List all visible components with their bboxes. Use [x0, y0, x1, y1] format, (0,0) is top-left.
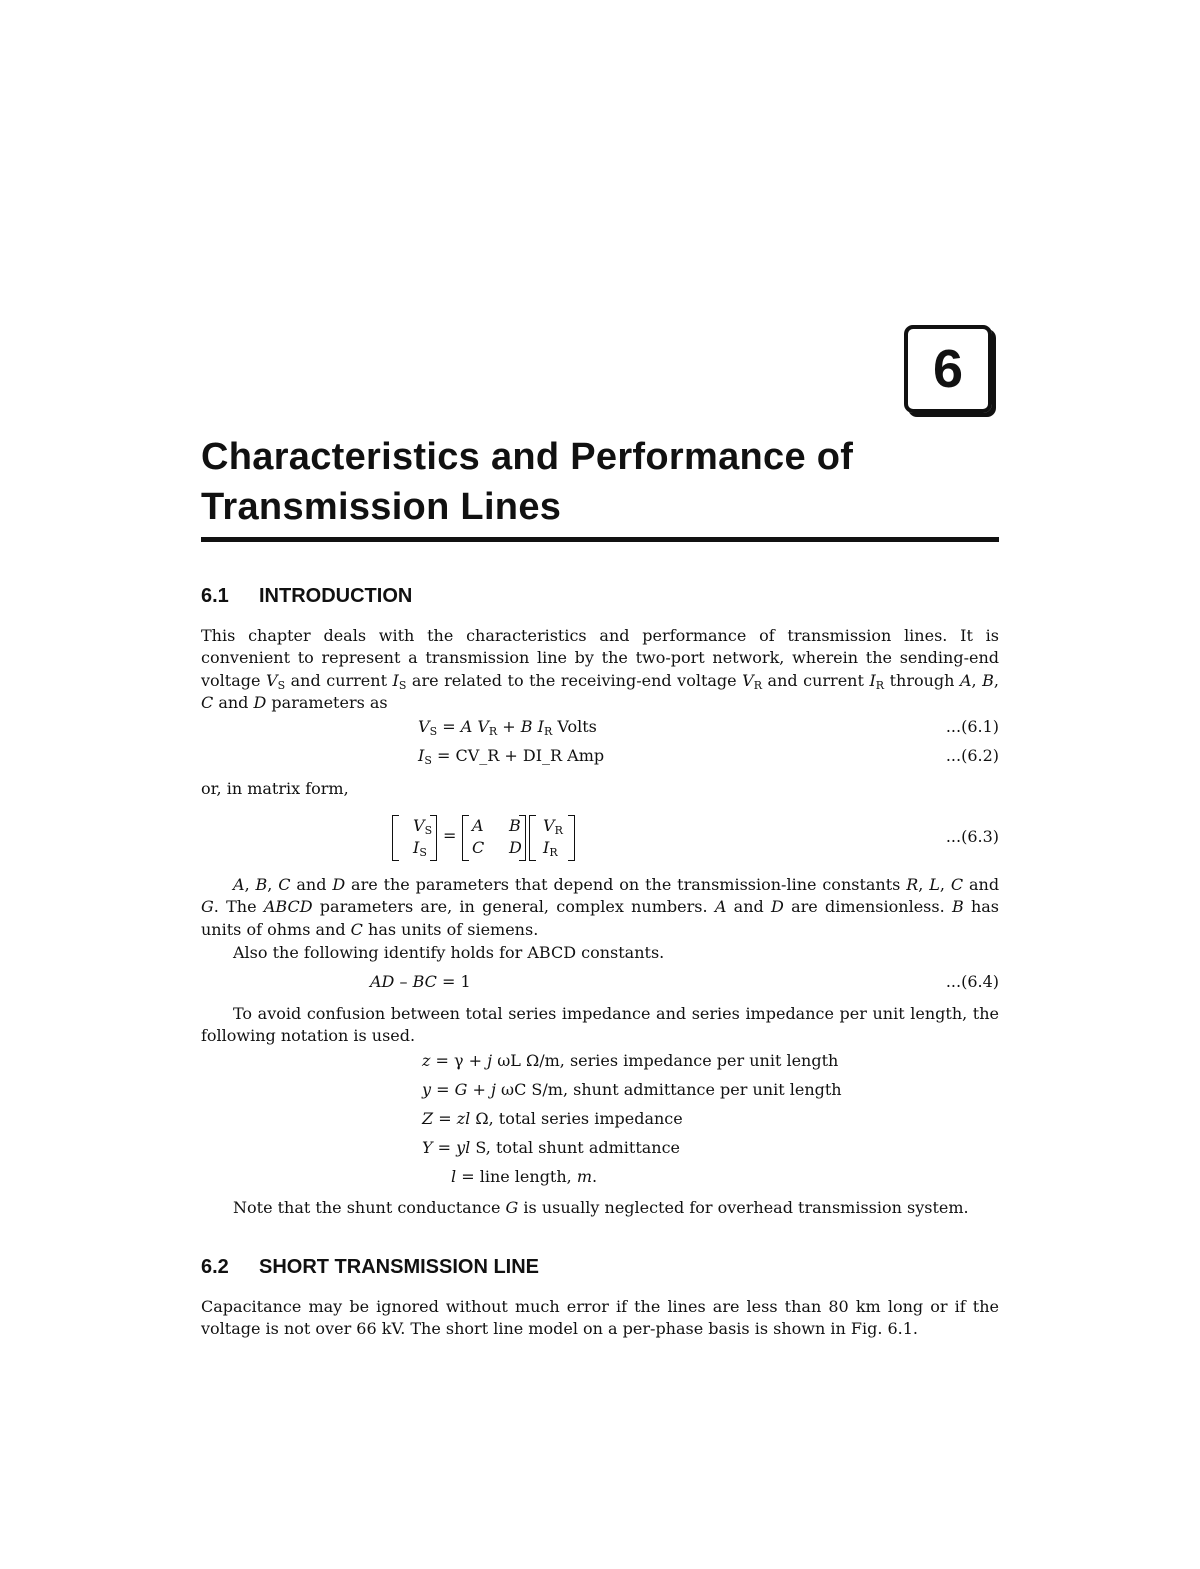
section-title: INTRODUCTION	[259, 585, 413, 607]
matrix-cell-vs: $V_S$	[413, 816, 433, 837]
chapter-number-box	[904, 325, 992, 413]
notation-line: Y = yl S, total shunt admittance	[422, 1138, 681, 1157]
matrix-cell-vr: $V_R$	[543, 816, 563, 837]
right-bracket	[519, 815, 526, 861]
title-rule	[201, 537, 999, 542]
right-bracket	[430, 815, 437, 861]
equation-number-6-2: ...(6.2)	[945, 746, 999, 765]
equation-6-4: AD – BC = 1	[370, 972, 471, 991]
notation-line: y = G + j ωC S/m, shunt admittance per unit length	[422, 1080, 842, 1099]
matrix-cell-is: $I_S$	[413, 838, 427, 859]
section-number: 6.1	[201, 585, 229, 607]
equation-6-2: $I_S$ = CV_R + DI_R Amp	[418, 746, 605, 767]
left-bracket	[529, 815, 536, 861]
short-line-paragraph: Capacitance may be ignored without much error if the lines are less than 80 km long or if the voltage is not over 66 kV. The short line model on a per-phase basis is shown in Fig. 6.1.	[201, 1297, 999, 1339]
abcd-description-paragraph: A, B, C and D are the parameters that depend on the transmission-line constants R, L, C and G. The ABCD parameters are, in general, complex numbers. A and D are dimensionless. B has units of ohms and C has units of siemens.	[201, 875, 1000, 939]
equation-6-1: $V_S = A$ $V_R + B$ $I_R$ Volts	[418, 717, 597, 738]
matrix-cell-ir: $I_R$	[543, 838, 558, 859]
note-text: Note that the shunt conductance G is usually neglected for overhead transmission system.	[233, 1198, 969, 1217]
section-heading-6-2	[201, 1256, 539, 1279]
matrix-cell-a: A	[472, 816, 484, 835]
chapter-title	[201, 432, 1001, 532]
matrix-cell-d: D	[509, 838, 522, 857]
left-bracket	[392, 815, 399, 861]
equation-number-6-4: ...(6.4)	[945, 972, 999, 991]
matrix-cell-c: C	[472, 838, 485, 857]
matrix-intro-text: or, in matrix form,	[201, 779, 349, 798]
notation-intro-paragraph: To avoid confusion between total series impedance and series impedance per unit length, the following notation is used.	[201, 1004, 999, 1046]
right-bracket	[568, 815, 575, 861]
matrix-cell-b: B	[509, 816, 521, 835]
equation-number-6-3: ...(6.3)	[945, 827, 999, 846]
chapter-number: 6	[932, 339, 964, 399]
notation-line: z = γ + j ωL Ω/m, series impedance per unit length	[422, 1051, 839, 1070]
equation-6-3-matrix	[392, 815, 582, 861]
matrix-equals: =	[443, 826, 457, 845]
identity-intro-text: Also the following identify holds for ABCD constants.	[233, 943, 665, 962]
section-title: SHORT TRANSMISSION LINE	[259, 1256, 540, 1278]
section-number: 6.2	[201, 1256, 229, 1278]
chapter-title-line-2: Transmission Lines	[201, 486, 562, 528]
equation-number-6-1: ...(6.1)	[945, 717, 999, 736]
left-bracket	[462, 815, 469, 861]
chapter-title-line-1: Characteristics and Performance of	[201, 436, 854, 478]
notation-line: Z = zl Ω, total series impedance	[422, 1109, 683, 1128]
section-heading-6-1	[201, 585, 412, 608]
notation-line: l = line length, m.	[451, 1167, 598, 1186]
intro-paragraph: This chapter deals with the characteristics and performance of transmission lines. It is convenient to represent a transmission line by the two-port network, wherein the sending-end voltage $V_S$ and current $I_S$ are related to the receiving-end voltage $V_R$ and current $I_R$ through A, B, C and D parameters as	[201, 626, 1000, 712]
